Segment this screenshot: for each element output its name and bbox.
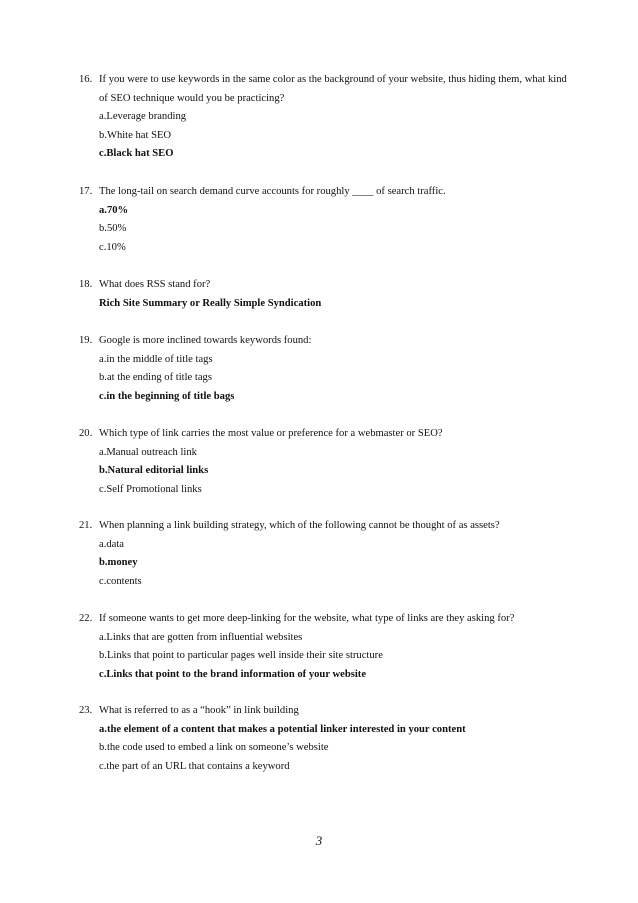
question-number: 23. bbox=[79, 705, 93, 716]
answer-option: a.data bbox=[99, 538, 124, 550]
question-20 bbox=[79, 425, 599, 499]
question-text-line bbox=[79, 425, 599, 444]
question-number: 21. bbox=[79, 520, 93, 531]
question-number: 17. bbox=[79, 186, 93, 197]
question-text-line bbox=[79, 517, 599, 536]
question-number: 20. bbox=[79, 428, 93, 439]
answer-option: a.in the middle of title tags bbox=[99, 353, 213, 365]
question-text: If you were to use keywords in the same color as the background of your website, thus hiding them, what kind bbox=[99, 74, 567, 85]
question-23 bbox=[79, 702, 599, 776]
question-text: Which type of link carries the most value or preference for a webmaster or SEO? bbox=[99, 428, 443, 439]
answer-option: b.at the ending of title tags bbox=[99, 372, 212, 384]
question-text: What does RSS stand for? bbox=[99, 279, 211, 290]
question-text-line bbox=[79, 332, 599, 351]
correct-answer-option: a.70% bbox=[99, 204, 129, 216]
question-number: 18. bbox=[79, 279, 93, 290]
correct-answer-option: c.in the beginning of title bags bbox=[99, 390, 235, 402]
answer-option: a.Leverage branding bbox=[99, 111, 187, 123]
question-text-line bbox=[79, 702, 599, 721]
correct-answer-option: b.Natural editorial links bbox=[99, 465, 209, 477]
question-16 bbox=[79, 71, 599, 164]
answer-option: b.Links that point to particular pages well inside their site structure bbox=[99, 650, 383, 662]
answer-option: c.the part of an URL that contains a keyword bbox=[99, 760, 290, 772]
question-text-line bbox=[79, 276, 599, 295]
answer-option: c.Self Promotional links bbox=[99, 483, 202, 495]
question-19 bbox=[79, 332, 599, 406]
page-number: 3 bbox=[315, 833, 323, 848]
question-21 bbox=[79, 517, 599, 591]
question-text-line bbox=[79, 610, 599, 629]
question-number: 22. bbox=[79, 613, 93, 624]
question-text: If someone wants to get more deep-linking for the website, what type of links are they asking for? bbox=[99, 613, 515, 624]
correct-answer-option: b.money bbox=[99, 557, 138, 569]
question-text: When planning a link building strategy, which of the following cannot be thought of as assets? bbox=[99, 520, 500, 531]
answer-option: b.50% bbox=[99, 223, 127, 235]
answer-option: b.the code used to embed a link on someone’s website bbox=[99, 742, 329, 754]
question-text: What is referred to as a “hook” in link building bbox=[99, 705, 299, 716]
question-text: Google is more inclined towards keywords found: bbox=[99, 335, 312, 346]
answer-option: a.Links that are gotten from influential websites bbox=[99, 631, 303, 643]
question-number: 19. bbox=[79, 335, 93, 346]
correct-answer-option: c.Links that point to the brand information of your website bbox=[99, 668, 367, 680]
correct-answer-option: Rich Site Summary or Really Simple Syndication bbox=[99, 297, 322, 309]
question-22 bbox=[79, 610, 599, 684]
correct-answer-option: c.Black hat SEO bbox=[99, 148, 174, 160]
question-number: 16. bbox=[79, 74, 93, 85]
correct-answer-option: a.the element of a content that makes a potential linker interested in your content bbox=[99, 723, 466, 735]
answer-option: b.White hat SEO bbox=[99, 129, 172, 141]
answer-option: a.Manual outreach link bbox=[99, 446, 197, 458]
answer-option: c.10% bbox=[99, 241, 126, 253]
question-text-line bbox=[79, 183, 599, 202]
question-text-line bbox=[79, 71, 599, 90]
question-17 bbox=[79, 183, 599, 257]
question-18 bbox=[79, 276, 599, 313]
answer-option: c.contents bbox=[99, 575, 142, 587]
question-text-line: of SEO technique would you be practicing? bbox=[99, 92, 285, 104]
question-text: The long-tail on search demand curve accounts for roughly ____ of search traffic. bbox=[99, 186, 446, 197]
